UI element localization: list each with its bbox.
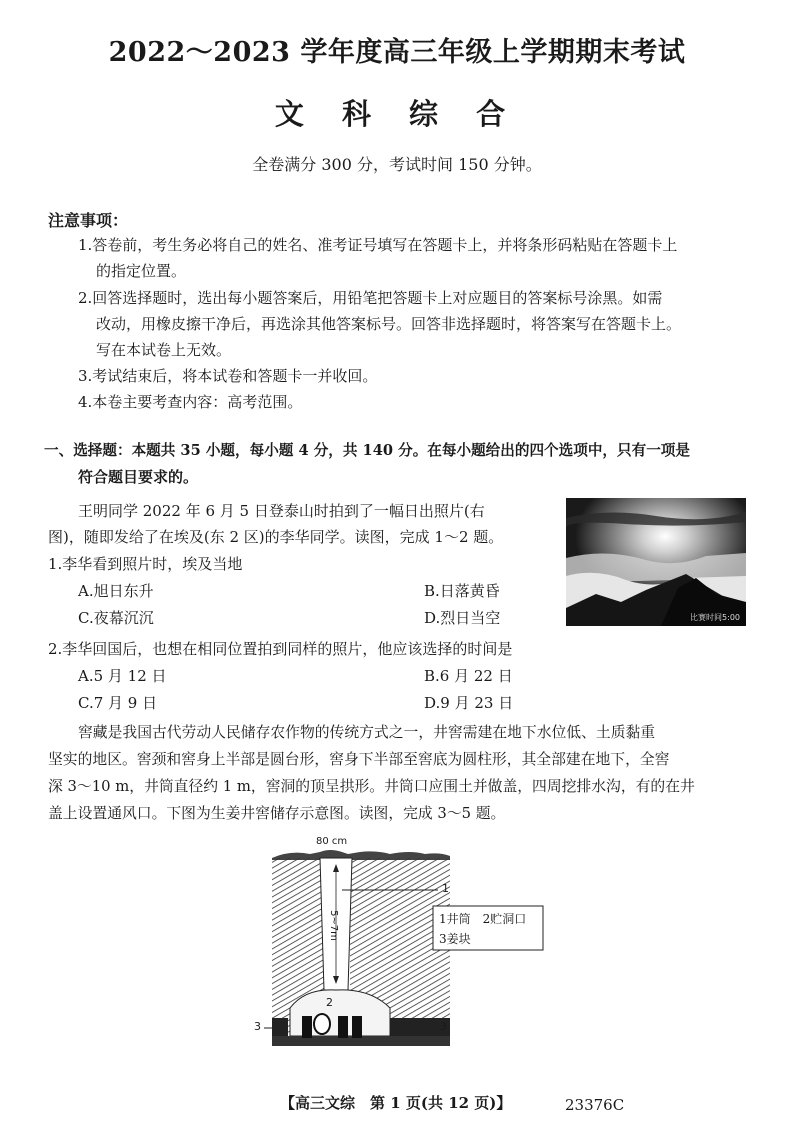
diagram-marker-2: 2 [326,996,333,1009]
question-intro: 窖藏是我国古代劳动人民储存农作物的传统方式之一，井窖需建在地下水位低、土质黏重 [78,724,656,741]
question-intro: 王明同学 2022 年 6 月 5 日登泰山时拍到了一幅日出照片(右 [78,502,485,520]
paper-code: 23376C [565,1096,625,1114]
question-1-option-c: C.夜幕沉沉 [78,609,154,627]
notice-item: 改动，用橡皮擦干净后，再选涂其他答案标号。回答非选择题时，将答案写在答题卡上。 [96,315,682,333]
diagram-legend-line1: 1井筒 2贮洞口 [439,912,527,926]
question-2-stem: 2.李华回国后，也想在相同位置拍到同样的照片，他应该选择的时间是 [48,640,513,658]
photo-caption: 比赛时间5:00 [690,613,740,622]
well-cellar-graphic [250,840,550,1080]
diagram-marker-3-left: 3 [254,1020,261,1033]
question-intro: 盖上设置通风口。下图为生姜井窖储存示意图。读图，完成 3～5 题。 [48,805,506,822]
question-2-option-a: A.5 月 12 日 [78,667,167,685]
diagram-top-label: 80 cm [316,836,348,847]
exam-info: 全卷满分 300 分，考试时间 150 分钟。 [252,155,542,174]
diagram-marker-3-right: 3 [440,1020,447,1033]
page-footer: 【高三文综 第 1 页(共 12 页)】 [280,1094,512,1112]
question-2-option-b: B.6 月 22 日 [424,667,513,685]
question-intro: 深 3～10 m，井筒直径约 1 m，窖洞的顶呈拱形。井筒口应围土并做盖，四周挖排水沟，有的在井 [48,778,695,795]
diagram-legend-line2: 3姜块 [439,932,471,946]
question-2-option-c: C.7 月 9 日 [78,694,158,712]
notice-heading: 注意事项： [48,211,129,230]
question-1-stem: 1.李华看到照片时，埃及当地 [48,555,243,573]
diagram-depth-label: 5~7m [327,910,339,941]
question-intro: 坚实的地区。窖颈和窖身上半部是圆台形，窖身下半部至窖底为圆柱形，其全部建在地下，全窖 [48,751,670,768]
question-1-option-b: B.日落黄昏 [424,582,500,600]
section-heading-cont: 符合题目要求的。 [78,468,199,486]
sunrise-photo-graphic [566,498,746,626]
notice-item: 的指定位置。 [96,262,187,280]
notice-item: 1.答卷前，考生务必将自己的姓名、准考证号填写在答题卡上，并将条形码粘贴在答题卡上 [78,236,678,254]
notice-item: 2.回答选择题时，选出每小题答案后，用铅笔把答题卡上对应题目的答案标号涂黑。如需 [78,289,663,307]
exam-subject: 文 科 综 合 [274,97,520,131]
notice-item: 写在本试卷上无效。 [96,341,232,359]
question-2-option-d: D.9 月 23 日 [424,694,514,712]
notice-item: 4.本卷主要考查内容：高考范围。 [78,393,303,411]
sunrise-photo [566,498,746,626]
question-1-option-d: D.烈日当空 [424,609,501,627]
question-1-option-a: A.旭日东升 [78,582,154,600]
diagram-marker-1: 1 [442,882,449,895]
exam-title: 2022～2023 学年度高三年级上学期期末考试 [108,37,686,68]
question-intro: 图)，随即发给了在埃及(东 2 区)的李华同学。读图，完成 1～2 题。 [48,528,504,546]
notice-item: 3.考试结束后，将本试卷和答题卡一并收回。 [78,367,378,385]
section-heading: 一、选择题：本题共 35 小题，每小题 4 分，共 140 分。在每小题给出的四个选项中，只有一项是 [44,442,690,459]
well-cellar-diagram [250,836,550,1080]
